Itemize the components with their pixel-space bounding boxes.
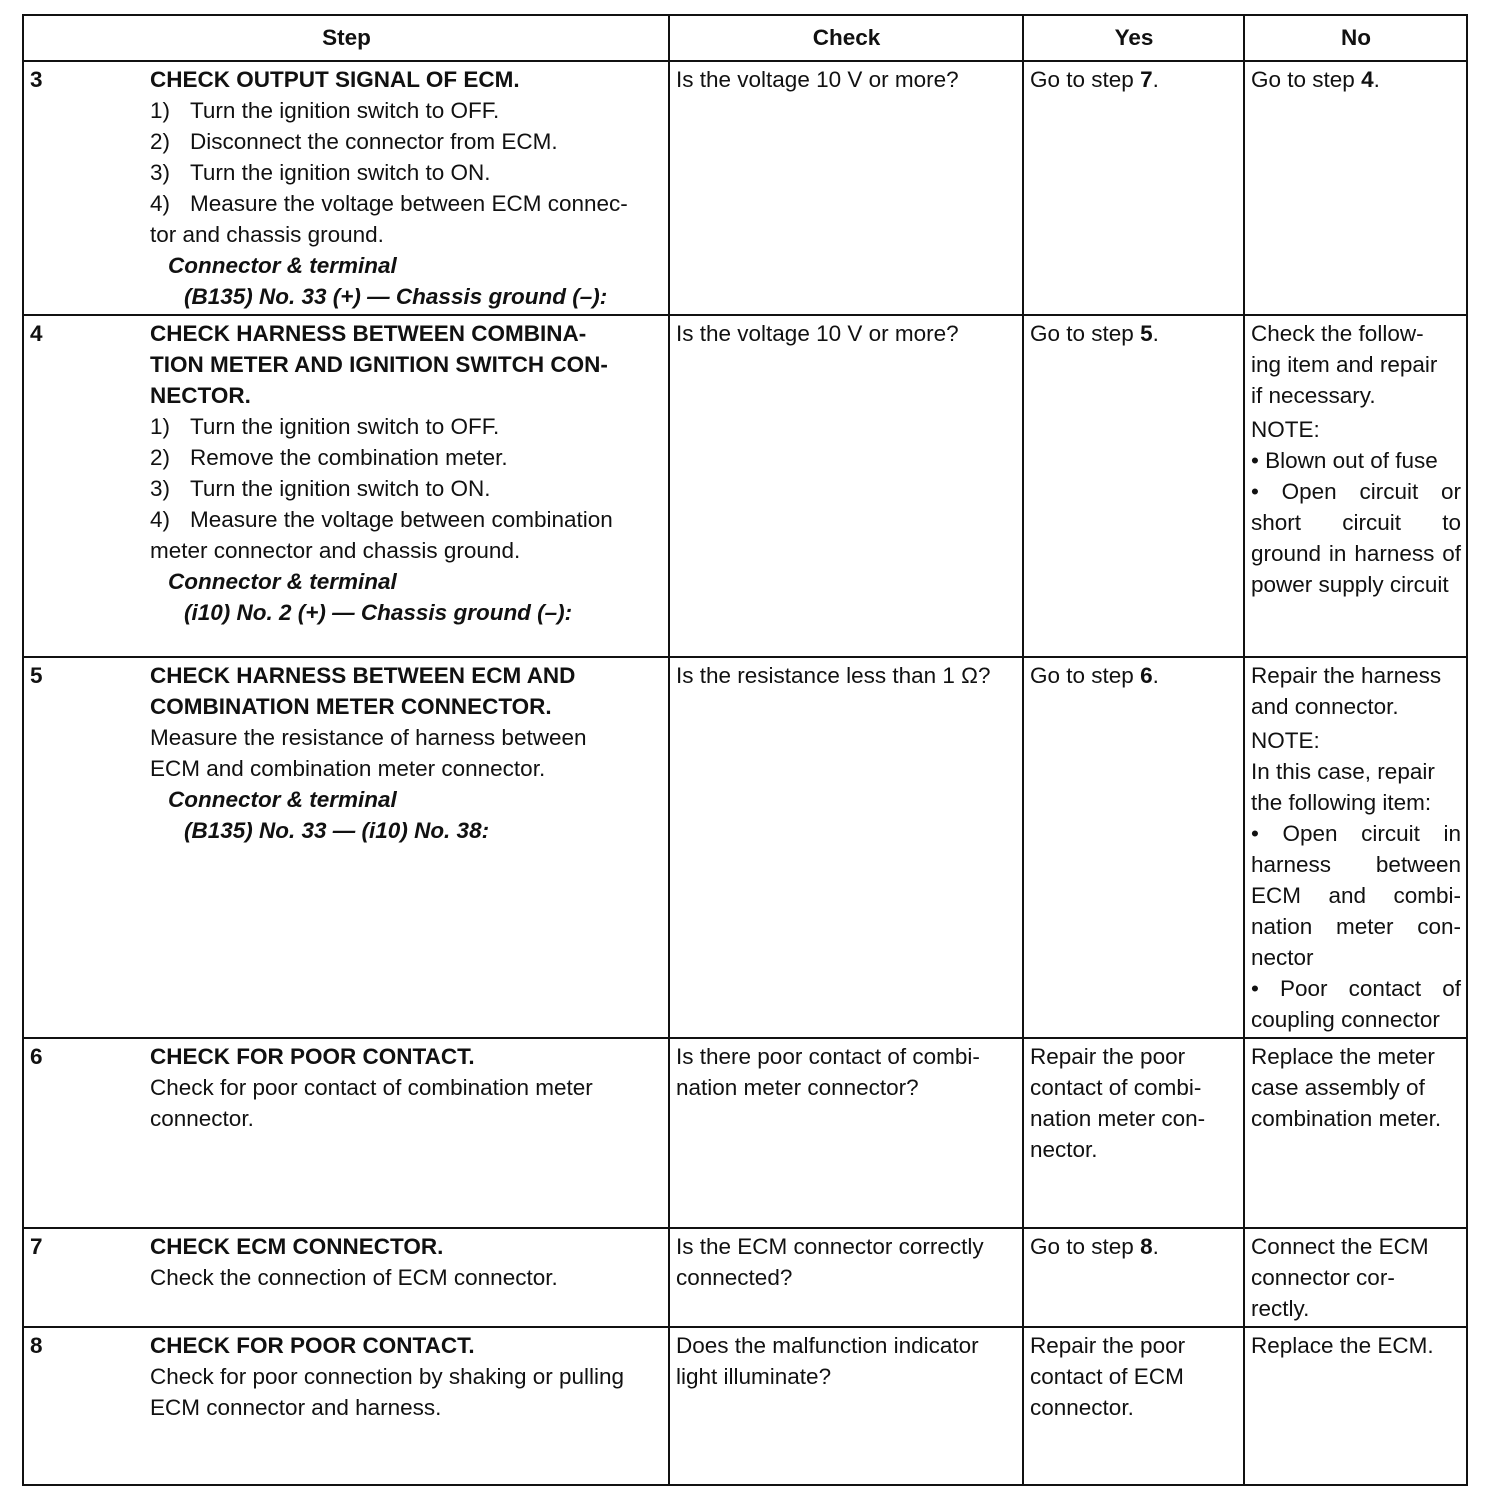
substep-text: Disconnect the connector from ECM. xyxy=(190,129,558,154)
step-title: CHECK FOR POOR CONTACT. xyxy=(150,1333,475,1358)
header-yes: Yes xyxy=(1023,15,1244,61)
step-title: CHECK FOR POOR CONTACT. xyxy=(150,1044,475,1069)
substep-text: Turn the ignition switch to ON. xyxy=(190,476,491,501)
yes-cell: Repair the poor contact of ECM connector. xyxy=(1023,1327,1244,1485)
header-row xyxy=(23,15,1467,61)
step-number: 4 xyxy=(30,321,43,346)
substep-text: Turn the ignition switch to OFF. xyxy=(190,414,500,439)
connector-terminal: (B135) No. 33 — (i10) No. 38: xyxy=(184,818,490,843)
step-number: 6 xyxy=(30,1044,43,1069)
step-title: CHECK HARNESS BETWEEN ECM AND COMBINATION METER CONNECTOR. xyxy=(150,663,576,719)
check-cell: Is the resistance less than 1 Ω? xyxy=(669,657,1023,1038)
check-cell: Is the ECM connector correctly connected? xyxy=(669,1228,1023,1327)
no-cell: Check the follow- ing item and repair if necessary. NOTE: • Blown out of fuse • Open circuit or short circuit to ground in harness of power supply circuit xyxy=(1244,315,1467,657)
note-bullet: • Open circuit in harness between ECM and combi-nation meter con-nector xyxy=(1251,821,1461,970)
header-no: No xyxy=(1244,15,1467,61)
substep-text: Turn the ignition switch to ON. xyxy=(190,160,491,185)
step-description: Measure the resistance of harness between ECM and combination meter connector. xyxy=(150,725,587,781)
substep-number: 2) xyxy=(150,445,171,470)
table-row xyxy=(23,657,1467,1038)
note-bullet: • Poor contact of coupling connector xyxy=(1251,976,1461,1032)
connector-terminal: (i10) No. 2 (+) — Chassis ground (–): xyxy=(184,600,573,625)
step-title: CHECK HARNESS BETWEEN COMBINA- TION METER AND IGNITION SWITCH CON- NECTOR. xyxy=(150,321,608,408)
step-cell xyxy=(23,657,669,1038)
substep-text: Measure the voltage between ECM connec- xyxy=(190,191,628,216)
yes-cell: Go to step 5. xyxy=(1023,315,1244,657)
substep-text: Measure the voltage between combination xyxy=(190,507,613,532)
note-label: NOTE: xyxy=(1251,728,1320,753)
connector-heading: Connector & terminal xyxy=(168,569,397,594)
check-cell: Is there poor contact of combi- nation meter connector? xyxy=(669,1038,1023,1228)
step-cell xyxy=(23,1228,669,1327)
check-cell: Does the malfunction indicator light illuminate? xyxy=(669,1327,1023,1485)
substep-number: 3) xyxy=(150,160,171,185)
step-cell xyxy=(23,315,669,657)
connector-heading: Connector & terminal xyxy=(168,253,397,278)
substep-number: 4) xyxy=(150,191,171,216)
header-check: Check xyxy=(669,15,1023,61)
step-number: 8 xyxy=(30,1333,43,1358)
no-cell: Replace the ECM. xyxy=(1244,1327,1467,1485)
substep-text: Remove the combination meter. xyxy=(190,445,508,470)
table-row xyxy=(23,1327,1467,1485)
connector-terminal: (B135) No. 33 (+) — Chassis ground (–): xyxy=(184,284,608,309)
step-number: 3 xyxy=(30,67,43,92)
step-description: Check for poor connection by shaking or pulling ECM connector and harness. xyxy=(150,1364,625,1420)
step-cell xyxy=(23,1038,669,1228)
header-step: Step xyxy=(23,15,669,61)
substep-number: 4) xyxy=(150,507,171,532)
yes-cell: Go to step 7. xyxy=(1023,61,1244,315)
substep-number: 3) xyxy=(150,476,171,501)
check-cell: Is the voltage 10 V or more? xyxy=(669,61,1023,315)
step-number: 7 xyxy=(30,1234,43,1259)
substep-text: Turn the ignition switch to OFF. xyxy=(190,98,500,123)
step-cell xyxy=(23,61,669,315)
table-row xyxy=(23,1038,1467,1228)
yes-cell: Repair the poor contact of combi- nation meter con- nector. xyxy=(1023,1038,1244,1228)
no-cell: Connect the ECM connector cor- rectly. xyxy=(1244,1228,1467,1327)
step-description: Check for poor contact of combination meter connector. xyxy=(150,1075,593,1131)
substep-number: 1) xyxy=(150,414,171,439)
table-row xyxy=(23,1228,1467,1327)
note-bullet: • Blown out of fuse xyxy=(1251,448,1438,473)
no-cell: Repair the harness and connector. NOTE: In this case, repair the following item: • Open circuit in harness between ECM and combi-nation meter con-nector • Poor contact of coupling connector xyxy=(1244,657,1467,1038)
substep-continuation: tor and chassis ground. xyxy=(150,222,384,247)
yes-cell: Go to step 8. xyxy=(1023,1228,1244,1327)
no-cell: Go to step 4. xyxy=(1244,61,1467,315)
substep-number: 2) xyxy=(150,129,171,154)
check-cell: Is the voltage 10 V or more? xyxy=(669,315,1023,657)
step-number: 5 xyxy=(30,663,43,688)
diagnostic-table xyxy=(22,14,1468,1486)
step-cell xyxy=(23,1327,669,1485)
yes-cell: Go to step 6. xyxy=(1023,657,1244,1038)
step-description: Check the connection of ECM connector. xyxy=(150,1265,558,1290)
substep-number: 1) xyxy=(150,98,171,123)
table-row xyxy=(23,315,1467,657)
no-cell: Replace the meter case assembly of combination meter. xyxy=(1244,1038,1467,1228)
note-bullet: • Open circuit or short circuit to ground in harness of power supply circuit xyxy=(1251,479,1461,597)
table-row xyxy=(23,61,1467,315)
connector-heading: Connector & terminal xyxy=(168,787,397,812)
note-label: NOTE: xyxy=(1251,417,1320,442)
substep-continuation: meter connector and chassis ground. xyxy=(150,538,521,563)
step-title: CHECK ECM CONNECTOR. xyxy=(150,1234,444,1259)
step-title: CHECK OUTPUT SIGNAL OF ECM. xyxy=(150,67,520,92)
